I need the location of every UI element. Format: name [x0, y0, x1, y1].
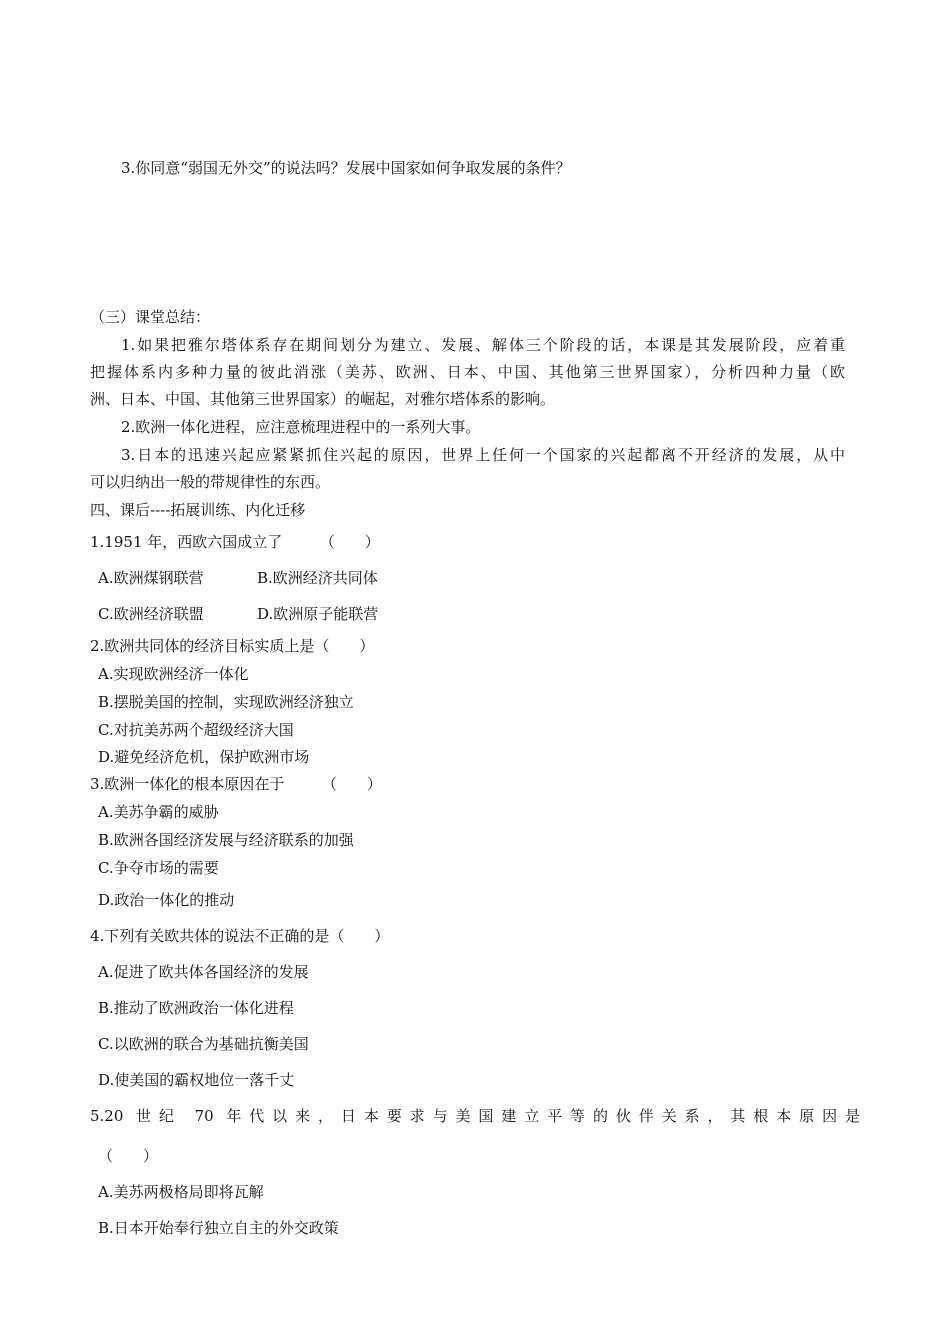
question-5-option-a: A.美苏两极格局即将瓦解	[98, 1183, 264, 1201]
question-3-option-c: C.争夺市场的需要	[98, 859, 219, 877]
question-4-option-b: B.推动了欧洲政治一体化进程	[98, 999, 294, 1017]
summary-point-2: 2.欧洲一体化进程，应注意梳理进程中的一系列大事。	[121, 418, 481, 436]
discussion-question-3: 3.你同意“弱国无外交”的说法吗？发展中国家如何争取发展的条件？	[121, 159, 571, 177]
question-5-answer-paren: （ ）	[98, 1147, 159, 1165]
question-3-option-a: A.美苏争霸的威胁	[98, 803, 219, 821]
question-4-option-a: A.促进了欧共体各国经济的发展	[98, 963, 309, 981]
question-4-stem: 4.下列有关欧共体的说法不正确的是（ ）	[90, 927, 390, 945]
summary-point-3-line-2: 可以归纳出一般的带规律性的东西。	[90, 473, 331, 491]
question-1-option-a: A.欧洲煤钢联营	[98, 569, 204, 587]
summary-point-1-line-3: 洲、日本、中国、其他第三世界国家）的崛起，对雅尔塔体系的影响。	[90, 390, 556, 408]
question-2-option-d: D.避免经济危机，保护欧洲市场	[98, 748, 310, 766]
section-4-heading: 四、课后----拓展训练、内化迁移	[90, 501, 306, 519]
question-3-option-d: D.政治一体化的推动	[98, 891, 235, 909]
question-2-stem: 2.欧洲共同体的经济目标实质上是（ ）	[90, 637, 375, 655]
question-5-stem: 5.20 世纪 70 年代以来，日本要求与美国建立平等的伙伴关系，其根本原因是	[90, 1107, 860, 1125]
summary-point-3-line-1: 3.日本的迅速兴起应紧紧抓住兴起的原因，世界上任何一个国家的兴起都离不开经济的发展，从中	[121, 446, 845, 464]
summary-point-1-line-1: 1.如果把雅尔塔体系存在期间划分为建立、发展、解体三个阶段的话，本课是其发展阶段，应着重	[121, 336, 845, 354]
question-4-option-d: D.使美国的霸权地位一落千丈	[98, 1071, 295, 1089]
question-3-stem: 3.欧洲一体化的根本原因在于 （ ）	[90, 775, 382, 793]
question-1-option-c: C.欧洲经济联盟	[98, 605, 204, 623]
question-1-option-b: B.欧洲经济共同体	[257, 569, 378, 587]
question-1-stem: 1.1951 年，西欧六国成立了 （ ）	[90, 533, 380, 551]
question-3-option-b: B.欧洲各国经济发展与经济联系的加强	[98, 831, 354, 849]
question-1-option-d: D.欧洲原子能联营	[257, 605, 379, 623]
summary-heading: （三）课堂总结：	[90, 308, 211, 326]
summary-point-1-line-2: 把握体系内多种力量的彼此消涨（美苏、欧洲、日本、中国、其他第三世界国家），分析四种力量（欧	[90, 363, 845, 381]
question-4-option-c: C.以欧洲的联合为基础抗衡美国	[98, 1035, 309, 1053]
question-2-option-a: A.实现欧洲经济一体化	[98, 665, 249, 683]
question-2-option-c: C.对抗美苏两个超级经济大国	[98, 721, 294, 739]
question-5-option-b: B.日本开始奉行独立自主的外交政策	[98, 1219, 339, 1237]
question-2-option-b: B.摆脱美国的控制，实现欧洲经济独立	[98, 693, 354, 711]
